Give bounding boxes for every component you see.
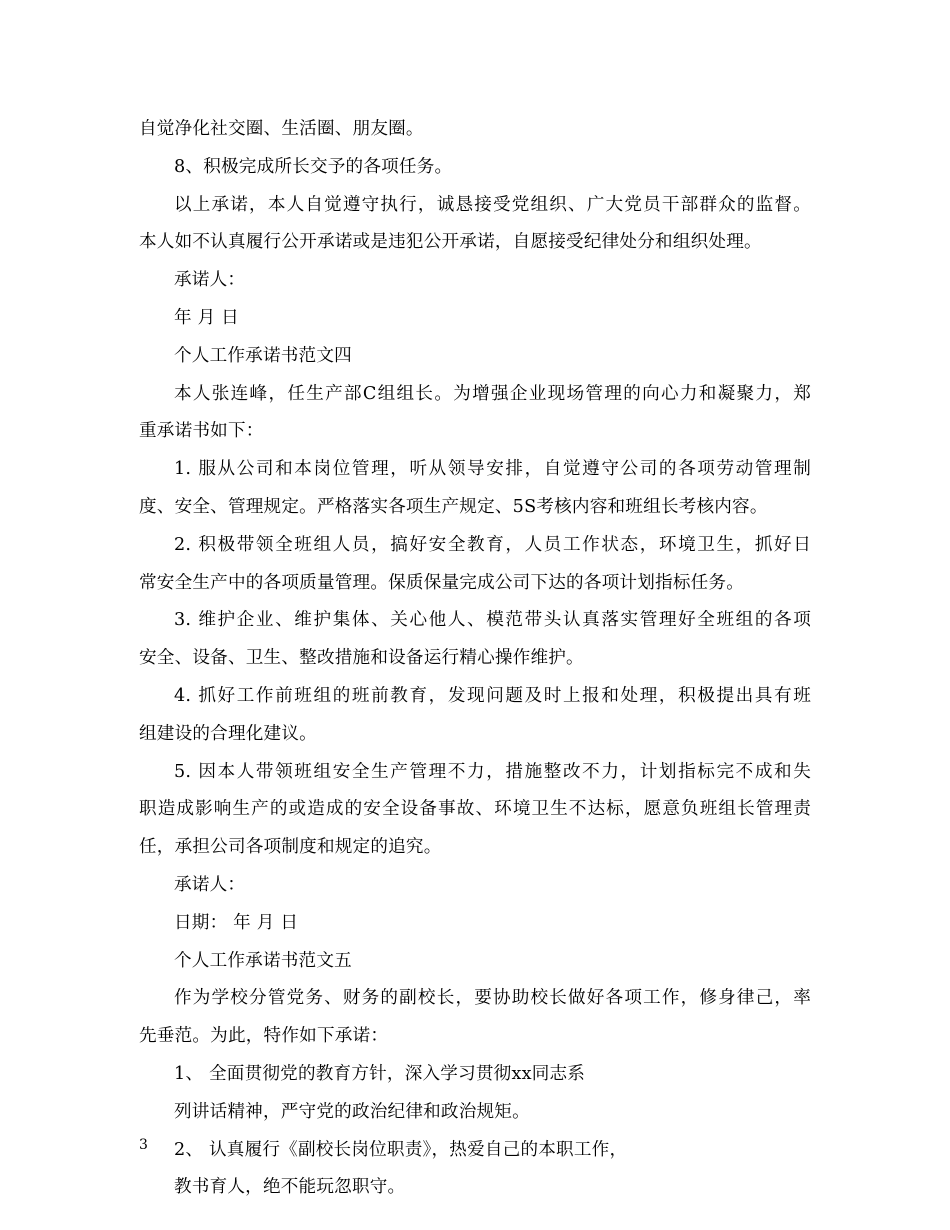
list-item: 1、 全面贯彻党的教育方针，深入学习贯彻xx同志系 (174, 1063, 586, 1084)
text-line: 本人如不认真履行公开承诺或是违犯公开承诺，自愿接受纪律处分和组织处理。 (139, 232, 762, 253)
text-line: 教书育人，绝不能玩忽职守。 (174, 1177, 406, 1198)
text-line: 组建设的合理化建议。 (139, 723, 317, 744)
document-body (139, 111, 811, 1207)
text-line: 度、安全、管理规定。严格落实各项生产规定、5S考核内容和班组长考核内容。 (139, 496, 768, 517)
text-line: 任，承担公司各项制度和规定的追究。 (139, 837, 442, 858)
text-line: 常安全生产中的各项质量管理。保质保量完成公司下达的各项计划指标任务。 (139, 572, 744, 593)
text-line: 重承诺书如下： (139, 421, 264, 442)
text-line: 以上承诺，本人自觉遵守执行，诚恳接受党组织、广大党员干部群众的监督。 (174, 194, 811, 215)
signature-label: 承诺人： (174, 874, 246, 895)
section-heading: 个人工作承诺书范文四 (174, 345, 352, 366)
text-line: 职造成影响生产的或造成的安全设备事故、环境卫生不达标，愿意负班组长管理责 (139, 799, 811, 820)
list-item: 2、 认真履行《副校长岗位职责》，热爱自己的本职工作， (174, 1139, 628, 1160)
list-item: 3. 维护企业、维护集体、关心他人、模范带头认真落实管理好全班组的各项 (174, 610, 811, 631)
signature-label: 承诺人： (174, 270, 246, 291)
text-line: 本人张连峰，任生产部C组组长。为增强企业现场管理的向心力和凝聚力，郑 (174, 383, 811, 404)
date-line: 年 月 日 (174, 307, 239, 328)
text-line: 8、积极完成所长交予的各项任务。 (174, 156, 453, 177)
date-line: 日期： 年 月 日 (174, 912, 299, 933)
list-item: 4. 抓好工作前班组的班前教育，发现问题及时上报和处理，积极提出具有班 (174, 685, 811, 706)
list-item: 5. 因本人带领班组安全生产管理不力，措施整改不力，计划指标完不成和失 (174, 761, 811, 782)
text-line: 自觉净化社交圈、生活圈、朋友圈。 (139, 119, 424, 139)
list-item: 1. 服从公司和本岗位管理，听从领导安排，自觉遵守公司的各项劳动管理制 (174, 459, 811, 480)
text-line: 作为学校分管党务、财务的副校长，要协助校长做好各项工作，修身律己，率 (174, 988, 811, 1009)
text-line: 安全、设备、卫生、整改措施和设备运行精心操作维护。 (139, 648, 584, 669)
page-number: 3 (139, 1137, 148, 1153)
text-line: 列讲话精神，严守党的政治纪律和政治规矩。 (174, 1101, 530, 1122)
section-heading: 个人工作承诺书范文五 (174, 950, 352, 971)
list-item: 2. 积极带领全班组人员，搞好安全教育，人员工作状态，环境卫生，抓好日 (174, 534, 811, 555)
text-line: 先垂范。为此，特作如下承诺： (139, 1026, 389, 1047)
